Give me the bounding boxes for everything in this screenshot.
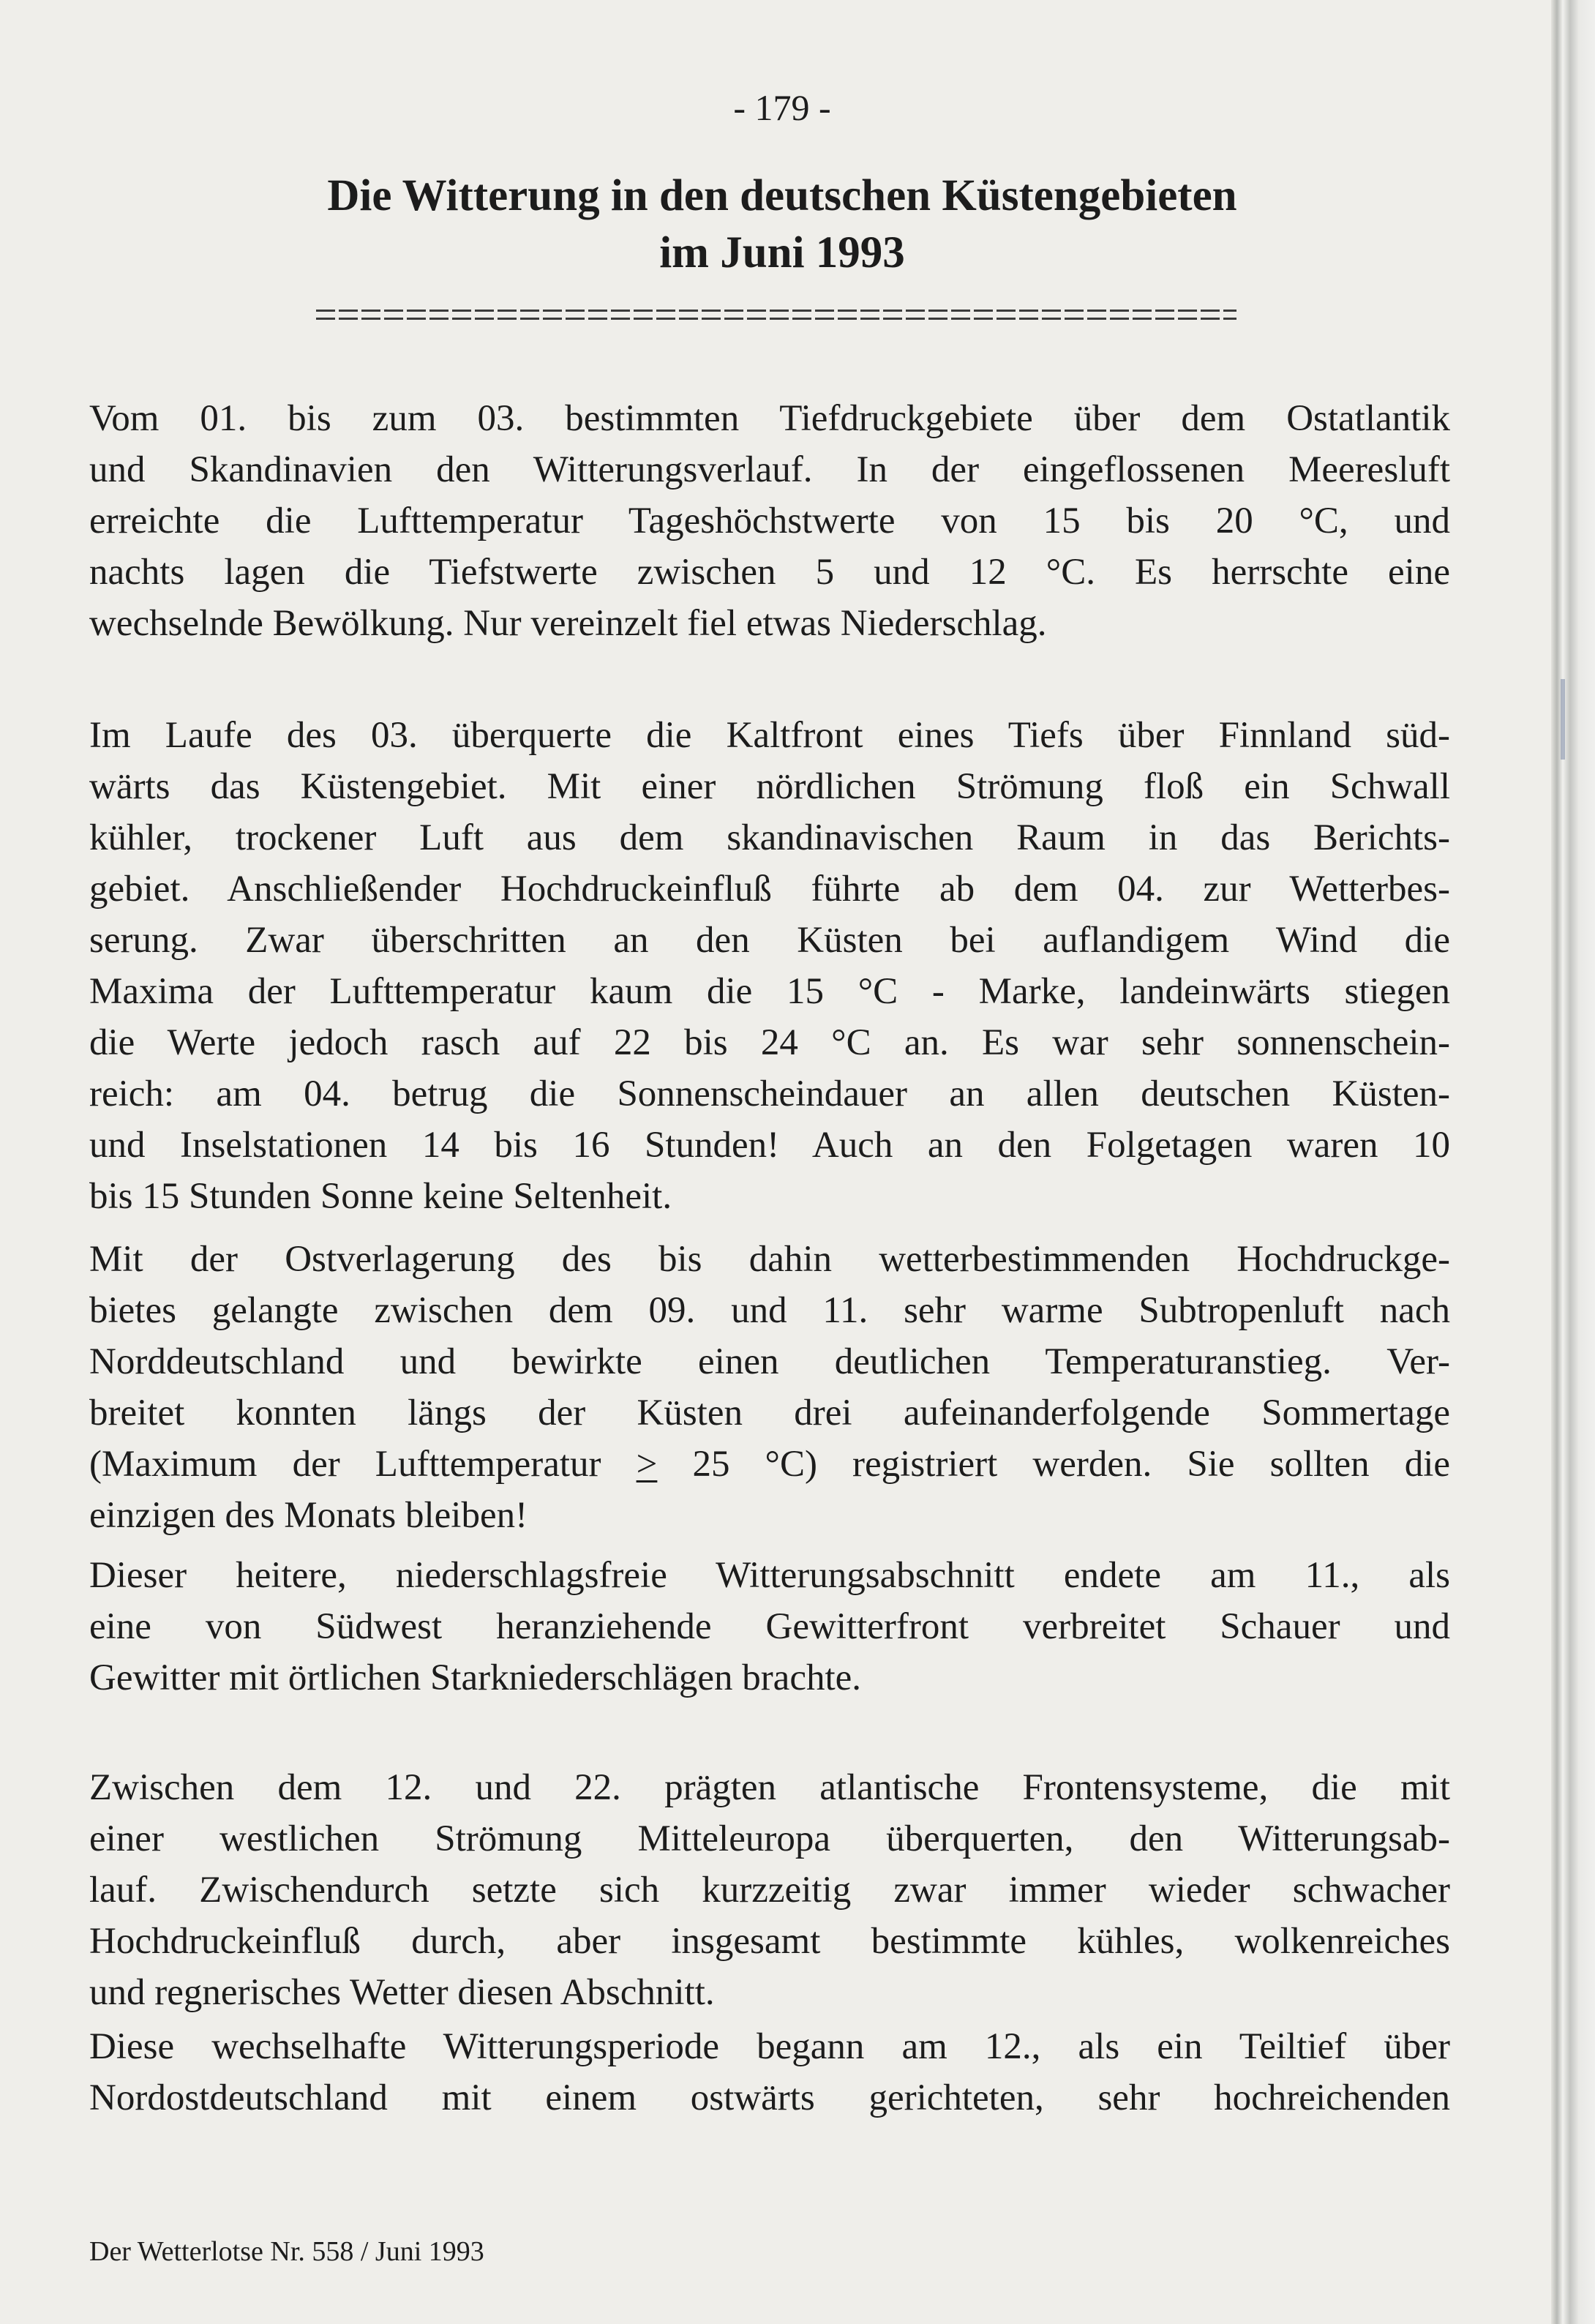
text-line: und regnerisches Wetter diesen Abschnitt. xyxy=(89,1972,715,2013)
page-number: - 179 - xyxy=(733,87,831,128)
text-line: Gewitter mit örtlichen Starkniederschlägen brachte. xyxy=(89,1657,862,1698)
text-line: und Inselstationen 14 bis 16 Stunden! Auch an den Folgetagen waren 10 xyxy=(89,1125,1450,1166)
text-line: und Skandinavien den Witterungsverlauf. In der eingeflossenen Meeresluft xyxy=(89,449,1450,490)
text-line: Maxima der Lufttemperatur kaum die 15 °C - Marke, landeinwärts stiegen xyxy=(89,971,1450,1012)
text-line: wärts das Küstengebiet. Mit einer nördlichen Strömung floß ein Schwall xyxy=(89,766,1450,807)
article-title-line-2: im Juni 1993 xyxy=(659,228,905,277)
text-line: die Werte jedoch rasch auf 22 bis 24 °C an. Es war sehr sonnenschein- xyxy=(89,1022,1450,1063)
title-double-underline xyxy=(316,307,1236,323)
text-line: Dieser heitere, niederschlagsfreie Witterungsabschnitt endete am 11., als xyxy=(89,1555,1450,1596)
text-fragment: (Maximum der Lufttemperatur xyxy=(89,1444,637,1485)
text-line: lauf. Zwischendurch setzte sich kurzzeitig zwar immer wieder schwacher xyxy=(89,1870,1450,1911)
text-line: Vom 01. bis zum 03. bestimmten Tiefdruckgebiete über dem Ostatlantik xyxy=(89,398,1450,439)
text-line: wechselnde Bewölkung. Nur vereinzelt fiel etwas Niederschlag. xyxy=(89,603,1047,644)
paragraph-changeable-period xyxy=(89,2021,1450,2124)
paragraph-atlantic-fronts xyxy=(89,1762,1450,2018)
binding-marker xyxy=(1561,679,1565,760)
text-line: reich: am 04. betrug die Sonnenscheindauer an allen deutschen Küsten- xyxy=(89,1073,1450,1114)
text-line: Diese wechselhafte Witterungsperiode begann am 12., als ein Teiltief über xyxy=(89,2026,1450,2067)
page-footer: Der Wetterlotse Nr. 558 / Juni 1993 xyxy=(89,2236,484,2267)
text-line: serung. Zwar überschritten an den Küsten bei auflandigem Wind die xyxy=(89,920,1450,961)
paragraph-early-june xyxy=(89,393,1450,649)
paragraph-subtropical-air xyxy=(89,1234,1450,1541)
text-line: nachts lagen die Tiefstwerte zwischen 5 und 12 °C. Es herrschte eine xyxy=(89,552,1450,593)
text-line: Im Laufe des 03. überquerte die Kaltfront eines Tiefs über Finnland süd- xyxy=(89,715,1450,756)
text-line: Nordostdeutschland mit einem ostwärts gerichteten, sehr hochreichenden xyxy=(89,2077,1450,2118)
text-line: eine von Südwest heranziehende Gewitterfront verbreitet Schauer und xyxy=(89,1606,1450,1647)
greater-equal-symbol: > xyxy=(636,1444,658,1485)
text-line: Mit der Ostverlagerung des bis dahin wetterbestimmenden Hochdruckge- xyxy=(89,1239,1450,1280)
text-fragment: 25 °C) registriert werden. Sie sollten die xyxy=(657,1444,1450,1485)
article-title-line-1: Die Witterung in den deutschen Küstengebieten xyxy=(327,171,1237,220)
text-line: bietes gelangte zwischen dem 09. und 11. sehr warme Subtropenluft nach xyxy=(89,1290,1450,1331)
text-line: breitet konnten längs der Küsten drei aufeinanderfolgende Sommertage xyxy=(89,1392,1450,1433)
text-line: Zwischen dem 12. und 22. prägten atlantische Frontensysteme, die mit xyxy=(89,1767,1450,1808)
text-line: bis 15 Stunden Sonne keine Seltenheit. xyxy=(89,1176,672,1217)
text-line: kühler, trockener Luft aus dem skandinavischen Raum in das Berichts- xyxy=(89,817,1450,858)
paragraph-cold-front xyxy=(89,710,1450,1222)
text-line: Norddeutschland und bewirkte einen deutlichen Temperaturanstieg. Ver- xyxy=(89,1341,1450,1382)
book-binding-edge xyxy=(1551,0,1595,2324)
text-line: einzigen des Monats bleiben! xyxy=(89,1495,528,1536)
text-line: Hochdruckeinfluß durch, aber insgesamt bestimmte kühles, wolkenreiches xyxy=(89,1921,1450,1962)
paragraph-thunderstorm-front xyxy=(89,1550,1450,1703)
text-line-with-symbol xyxy=(89,1439,1450,1490)
text-line: einer westlichen Strömung Mitteleuropa überquerten, den Witterungsab- xyxy=(89,1818,1450,1859)
text-line: erreichte die Lufttemperatur Tageshöchstwerte von 15 bis 20 °C, und xyxy=(89,501,1450,541)
text-line: gebiet. Anschließender Hochdruckeinfluß führte ab dem 04. zur Wetterbes- xyxy=(89,869,1450,910)
